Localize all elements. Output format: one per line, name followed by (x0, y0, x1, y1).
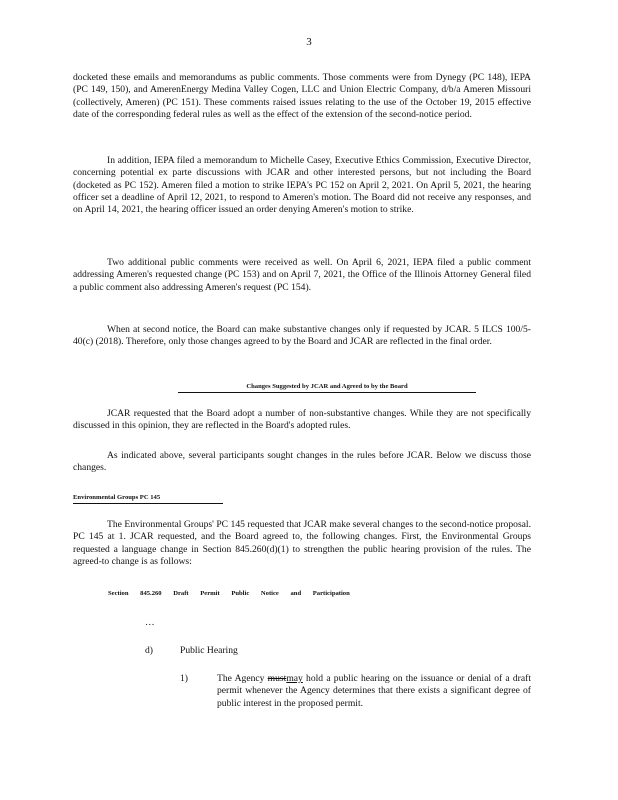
page-number: 3 (306, 36, 312, 48)
paragraph-second-notice: When at second notice, the Board can make substantive changes only if requested by JCAR. 5 ILCS 100/5-40(c) (2018). Therefore, only those changes agreed to by the Board and JCAR are reflected in the final order. (73, 324, 531, 348)
heading-jcar-changes: Changes Suggested by JCAR and Agreed to by the Board (178, 383, 476, 393)
item-text-before: The Agency (217, 673, 268, 684)
item-text-after: hold a public hearing on the issuance or denial of a draft permit whenever the Agency determines that there exists a significant degree of public interest in the proposed permit. (217, 673, 531, 709)
paragraph-public-comments: docketed these emails and memorandums as public comments. Those comments were from Dynegy (PC 148), IEPA (PC 149, 150), and AmerenEnergy Medina Valley Cogen, LLC and Union Electric Company, d/b/a Ameren Missouri (collectively, Ameren) (PC 151). These comments raised issues relating to the use of the October 19, 2015 effective date of the corresponding federal rules as well as the effect of the extension of the second-notice period. (73, 72, 531, 120)
item-text (217, 673, 531, 710)
section-title: Section 845.260 Draft Permit Public Notice and Participation (108, 590, 350, 597)
paragraph-nonsubstantive-changes: JCAR requested that the Board adopt a number of non-substantive changes. While they are not specifically discussed in this opinion, they are reflected in the Board's adopted rules. (73, 408, 531, 432)
inserted-word: may (286, 673, 303, 684)
paragraph-environmental-groups: The Environmental Groups' PC 145 requested that JCAR make several changes to the second-notice proposal. PC 145 at 1. JCAR requested, and the Board agreed to, the following changes. First, the Environmental Groups requested a language change in Section 845.260(d)(1) to strengthen the public hearing provision of the rules. The agreed-to change is as follows: (73, 519, 531, 567)
heading-environmental-groups: Environmental Groups PC 145 (73, 494, 223, 504)
item-label: 1) (180, 673, 188, 684)
paragraph-iepa-memorandum: In addition, IEPA filed a memorandum to Michelle Casey, Executive Ethics Commission, Executive Director, concerning potential ex parte discussions with JCAR and other interested persons, but not including the Board (docketed as PC 152). Ameren filed a motion to strike IEPA's PC 152 on April 2, 2021. On April 5, 2021, the hearing officer set a deadline of April 12, 2021, to respond to Ameren's motion. The Board did not receive any responses, and on April 14, 2021, the hearing officer issued an order denying Ameren's motion to strike. (73, 155, 531, 216)
struck-word: must (267, 673, 287, 684)
subsection-title: Public Hearing (180, 645, 238, 656)
paragraph-participant-changes: As indicated above, several participants sought changes in the rules before JCAR. Below we discuss those changes. (73, 450, 531, 474)
ellipsis: … (145, 617, 155, 628)
paragraph-additional-comments: Two additional public comments were received as well. On April 6, 2021, IEPA filed a public comment addressing Ameren's requested change (PC 153) and on April 7, 2021, the Office of the Illinois Attorney General filed a public comment also addressing Ameren's request (PC 154). (73, 257, 531, 293)
subsection-label: d) (145, 645, 153, 656)
